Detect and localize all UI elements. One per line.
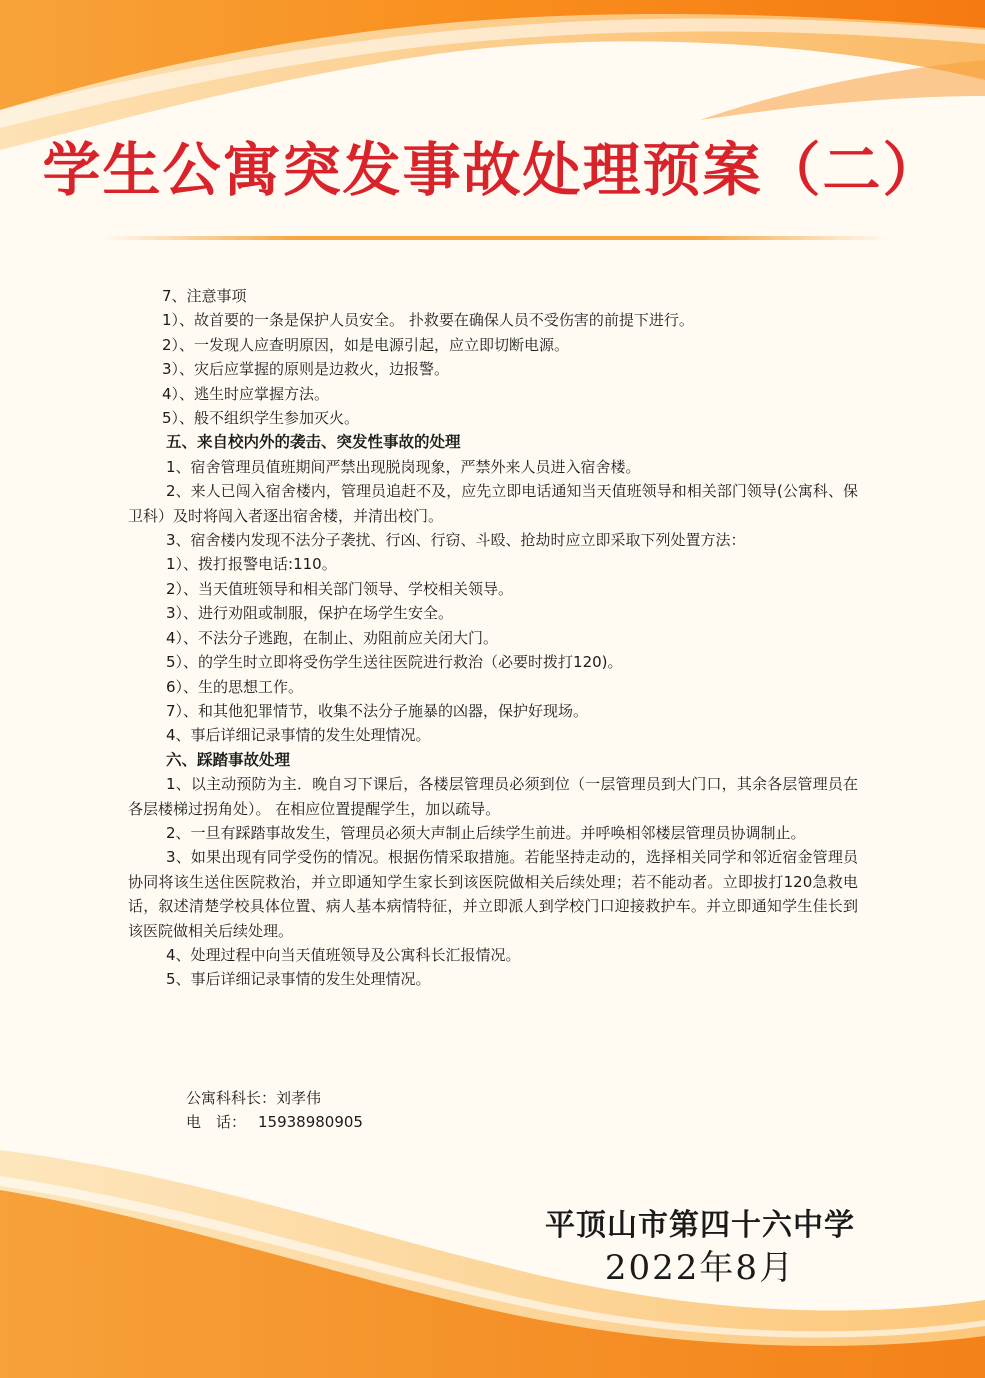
paragraph: 1、以主动预防为主．晚自习下课后，各楼层管理员必须到位（一层管理员到大门口，其余各层管理员在各层楼梯过拐角处）。 在相应位置提醒学生，加以疏导。	[128, 775, 858, 818]
title-underline	[100, 234, 890, 242]
list-item: 5）、的学生时立即将受伤学生送往医院进行救治（必要时拨打120)。	[166, 653, 623, 672]
list-item: 4）、逃生时应掌握方法。	[162, 384, 330, 403]
page-title: 学生公寓突发事故处理预案（二）	[42, 136, 943, 204]
list-item: 5）、般不组织学生参加灭火。	[162, 409, 360, 428]
phone-label: 电 话：	[186, 1113, 247, 1131]
phone-number: 15938980905	[258, 1113, 363, 1131]
issue-date: 2022年8月	[604, 1248, 796, 1288]
list-item: 7）、和其他犯罪情节，收集不法分子施暴的凶器，保护好现场。	[166, 701, 589, 720]
list-item: 6）、生的思想工作。	[166, 677, 304, 696]
paragraph: 4、处理过程中向当天值班领导及公寓科长汇报情况。	[166, 945, 521, 964]
paragraph: 3、宿舍楼内发现不法分子袭扰、行凶、行窃、斗殴、抢劫时应立即采取下列处置方法：	[166, 531, 746, 550]
paragraph: 1、宿舍管理员值班期间严禁出现脱岗现象，严禁外来人员进入宿舍楼。	[166, 457, 641, 476]
contact-chief	[186, 1086, 363, 1110]
paragraph: 2、来人已闯入宿舍楼内，管理员追赶不及，应先立即电话通知当天值班领导和相关部门领导(公寓科、保卫科）及时将闯入者逐出宿舍楼，并清出校门。	[128, 482, 858, 525]
paragraph: 3、如果出现有同学受伤的情况。根据伤情采取措施。若能坚持走动的，选择相关同学和邻近宿金管理员协同将该生送住医院救治，并立即通知学生家长到该医院做相关后续处理；若不能动者。立即拔打120急救电话，叙述清楚学校具体位置、病人基本病情特征，并立即派人到学校门口迎接救护车。并立即通知学生佳长到该医院做相关后续处理。	[128, 848, 858, 940]
list-item: 2）、一发现人应查明原因，如是电源引起，应立即切断电源。	[162, 335, 570, 354]
list-item: 1）、故首要的一条是保护人员安全。 扑救要在确保人员不受伤害的前提下进行。	[162, 311, 694, 330]
list-item: 1）、拨打报警电话:110。	[166, 555, 337, 574]
section-heading: 五、来自校内外的袭击、突发性事故的处理	[166, 433, 461, 452]
list-item: 2）、当天值班领导和相关部门领导、学校相关领导。	[166, 579, 514, 598]
chief-name: 刘孝伟	[276, 1089, 322, 1107]
section-heading: 7、注意事项	[162, 287, 247, 305]
paragraph: 4、事后详细记录事情的发生处理情况。	[166, 726, 431, 745]
paragraph: 5、事后详细记录事情的发生处理情况。	[166, 970, 431, 989]
paragraph: 2、一旦有踩踏事故发生，管理员必须大声制止后续学生前进。并呼唤相邻楼层管理员协调制止。	[166, 823, 806, 842]
document-body	[128, 284, 858, 992]
school-name: 平顶山市第四十六中学	[545, 1208, 855, 1243]
section-heading: 六、踩踏事故处理	[166, 750, 291, 769]
list-item: 4）、不法分子逃跑，在制止、劝阻前应关闭大门。	[166, 628, 499, 647]
contact-info	[186, 1086, 363, 1134]
list-item: 3）、进行劝阻或制服，保护在场学生安全。	[166, 604, 454, 623]
chief-label: 公寓科科长：	[186, 1089, 277, 1107]
contact-phone	[186, 1110, 363, 1134]
list-item: 3）、灾后应掌握的原则是边救火，边报警。	[162, 360, 450, 379]
